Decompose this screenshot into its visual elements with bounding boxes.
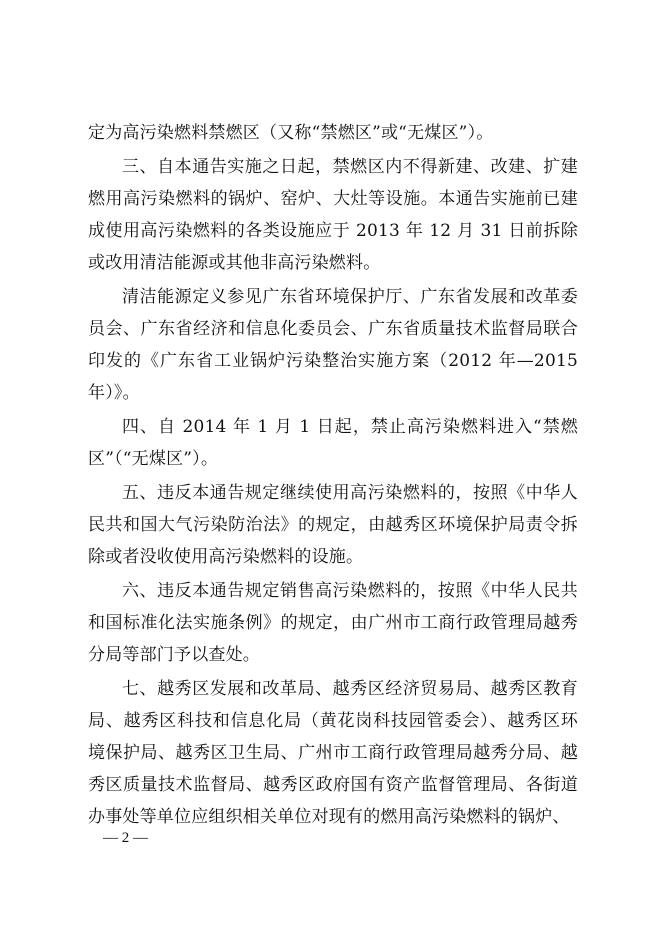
page-number: — 2 —: [103, 830, 148, 846]
paragraph-article-7: 七、越秀区发展和改革局、越秀区经济贸易局、越秀区教育局、越秀区科技和信息化局（黄花岗科技园管委会）、越秀区环境保护局、越秀区卫生局、广州市工商行政管理局越秀分局、越秀区质量技术监督局、越秀区政府国有资产监督管理局、各街道办事处等单位应组织相关单位对现有的燃用高污染燃料的锅炉、: [88, 679, 578, 827]
paragraph-article-5: 五、违反本通告规定继续使用高污染燃料的，按照《中华人民共和国大气污染防治法》的规定，由越秀区环境保护局责令拆除或者没收使用高污染燃料的设施。: [88, 483, 578, 567]
paragraph-article-4: 四、自 2014 年 1 月 1 日起，禁止高污染燃料进入“禁燃区”（“无煤区”）。: [88, 417, 578, 469]
paragraph-article-6: 六、违反本通告规定销售高污染燃料的，按照《中华人民共和国标准化法实施条例》的规定，由广州市工商行政管理局越秀分局等部门予以查处。: [88, 581, 578, 665]
paragraph-clean-energy-definition: 清洁能源定义参见广东省环境保护厅、广东省发展和改革委员会、广东省经济和信息化委员会、广东省质量技术监督局联合印发的《广东省工业锅炉污染整治实施方案（2012 年—2015 年）》。: [88, 287, 578, 403]
document-body: [88, 117, 578, 835]
paragraph-continuation: 定为高污染燃料禁燃区（又称“禁燃区”或“无煤区”）。: [88, 123, 494, 143]
paragraph-article-3: 三、自本通告实施之日起，禁燃区内不得新建、改建、扩建燃用高污染燃料的锅炉、窑炉、大灶等设施。本通告实施前已建成使用高污染燃料的各类设施应于 2013 年 12 月 31 日前拆除或改用清洁能源或其他非高污染燃料。: [88, 157, 578, 273]
